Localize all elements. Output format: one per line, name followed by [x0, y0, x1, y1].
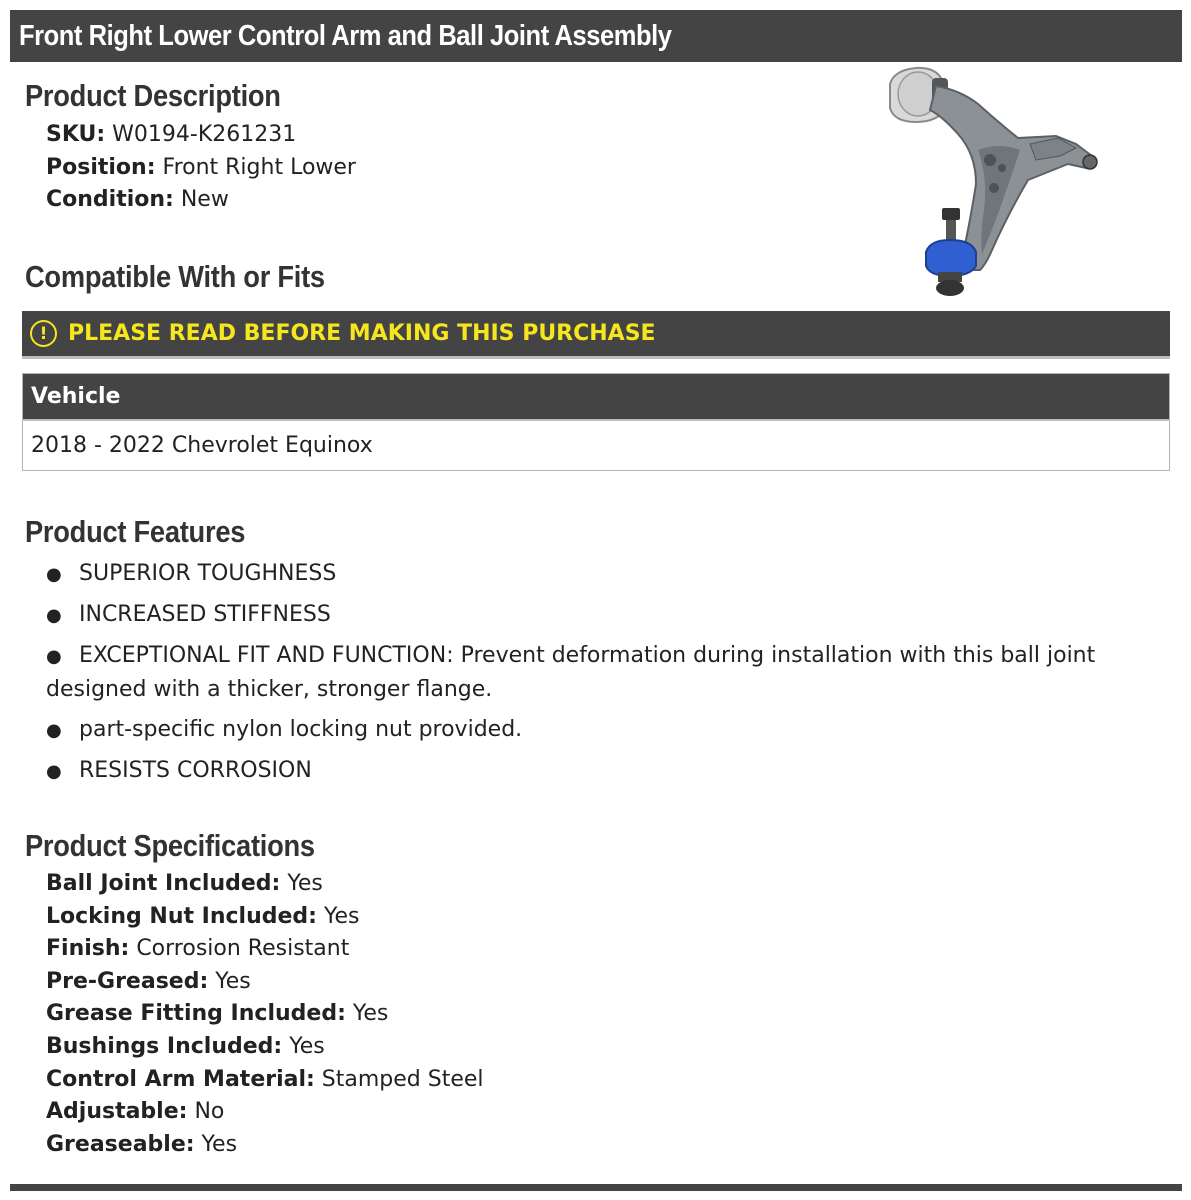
spec-value: Yes	[345, 1001, 389, 1027]
description-item-position	[46, 152, 356, 185]
spec-item	[46, 901, 484, 934]
bottom-divider	[10, 1184, 1182, 1191]
product-specifications-heading: Product Specifications	[25, 828, 315, 863]
spec-label: Control Arm Material:	[46, 1066, 315, 1092]
description-value: Front Right Lower	[155, 154, 356, 180]
feature-text: RESISTS CORROSION	[79, 757, 312, 783]
features-list	[46, 558, 1166, 796]
spec-value: No	[187, 1099, 225, 1125]
ball-joint-shape	[926, 208, 976, 296]
description-label: Condition:	[46, 187, 174, 213]
list-item	[46, 640, 1166, 706]
spec-label: Finish:	[46, 936, 130, 962]
spec-item	[46, 1031, 484, 1064]
spec-item	[46, 933, 484, 966]
product-features-heading: Product Features	[25, 514, 246, 549]
spec-value: Yes	[194, 1131, 238, 1157]
description-value: New	[173, 187, 229, 213]
spec-value: Yes	[280, 871, 323, 896]
description-item-condition	[46, 184, 356, 217]
spec-item	[46, 966, 484, 999]
bullet-icon: ●	[46, 605, 62, 626]
spec-item	[46, 868, 484, 901]
description-value: W0194-K261231	[105, 122, 297, 147]
feature-text: INCREASED STIFFNESS	[79, 602, 331, 627]
page-title: Front Right Lower Control Arm and Ball Joint Assembly	[19, 19, 672, 52]
feature-text: SUPERIOR TOUGHNESS	[79, 561, 337, 586]
vehicle-table-header: Vehicle	[23, 374, 1169, 421]
specifications-list	[46, 868, 484, 1161]
spec-value: Stamped Steel	[314, 1066, 484, 1092]
table-row: 2018 - 2022 Chevrolet Equinox	[31, 433, 373, 458]
spec-label: Pre-Greased:	[46, 968, 209, 994]
bullet-icon: ●	[46, 646, 62, 667]
vehicle-table	[22, 373, 1170, 471]
spec-label: Adjustable:	[46, 1099, 188, 1125]
warning-icon: !	[30, 320, 57, 347]
description-label: SKU:	[46, 122, 106, 147]
spec-label: Grease Fitting Included:	[46, 1001, 346, 1027]
spec-label: Locking Nut Included:	[46, 903, 317, 929]
bullet-icon: ●	[46, 564, 62, 585]
feature-text: EXCEPTIONAL FIT AND FUNCTION: Prevent deformation during installation with this ball joint designed with a thicker, stronger flange.	[46, 643, 1096, 702]
compatibility-heading: Compatible With or Fits	[25, 259, 325, 294]
spec-value: Yes	[316, 903, 360, 929]
list-item	[46, 755, 1166, 789]
product-description-heading: Product Description	[25, 78, 281, 113]
notice-text: PLEASE READ BEFORE MAKING THIS PURCHASE	[68, 321, 656, 346]
bullet-icon: ●	[46, 719, 62, 741]
spec-item	[46, 998, 484, 1031]
product-description-list	[46, 119, 356, 217]
spec-label: Greaseable:	[46, 1131, 195, 1157]
spec-value: Yes	[208, 968, 251, 994]
product-image	[880, 64, 1112, 302]
title-bar	[10, 10, 1182, 62]
purchase-notice	[22, 311, 1170, 359]
feature-text: part-specific nylon locking nut provided.	[79, 716, 523, 742]
description-item-sku	[46, 119, 356, 152]
spec-item	[46, 1129, 484, 1162]
list-item	[46, 558, 1166, 592]
list-item	[46, 714, 1166, 748]
spec-item	[46, 1064, 484, 1097]
bullet-icon: ●	[46, 760, 62, 782]
spec-label: Bushings Included:	[46, 1033, 283, 1059]
spec-label: Ball Joint Included:	[46, 871, 281, 896]
spec-value: Corrosion Resistant	[129, 936, 350, 962]
spec-item	[46, 1096, 484, 1129]
list-item	[46, 599, 1166, 633]
spec-value: Yes	[282, 1033, 325, 1059]
description-label: Position:	[46, 154, 156, 180]
